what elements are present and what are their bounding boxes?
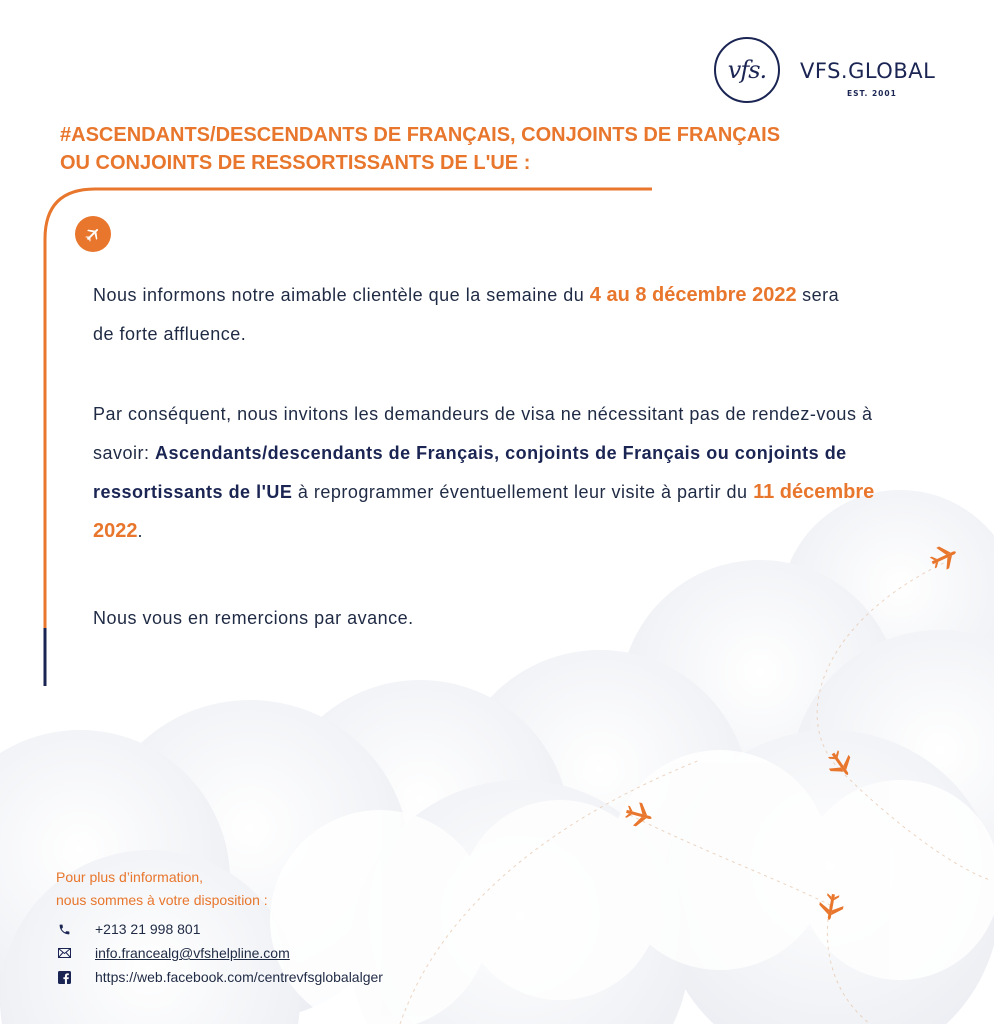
page-title-line2: OU CONJOINTS DE RESSORTISSANTS DE L'UE : (60, 152, 531, 174)
p1-text-start: Nous informons notre aimable clientèle que la semaine du (93, 285, 590, 305)
envelope-icon (56, 945, 72, 961)
p2-text-start: Par conséquent, nous invitons les demandeurs de visa ne nécessitant pas de rendez-vous à savoir: (93, 404, 873, 463)
contact-phone-row[interactable] (56, 917, 556, 941)
airplane-icon (84, 225, 102, 243)
contact-email-link[interactable]: info.francealg@vfshelpline.com (95, 945, 290, 961)
notice-paragraph-1 (93, 276, 853, 354)
contact-section (56, 866, 556, 989)
p2-categories-bold: Ascendants/descendants de Français, conjoints de Français ou conjoints de ressortissants de l'UE (93, 443, 847, 502)
notice-paragraph-2 (93, 395, 893, 551)
plane-badge (75, 216, 111, 252)
logo-mark: vfs. (714, 37, 780, 103)
facebook-icon (56, 969, 72, 985)
vfs-global-logo (714, 37, 954, 107)
phone-icon (56, 921, 72, 937)
notice-paragraph-3: Nous vous en remercions par avance. (93, 608, 414, 628)
p2-text-middle: à reprogrammer éventuellement leur visite à partir du (292, 482, 754, 502)
p1-text-end: sera de forte affluence. (93, 285, 840, 344)
p1-date-highlight: 4 au 8 décembre 2022 (589, 284, 797, 306)
logo-established: EST. 2001 (847, 89, 897, 98)
contact-intro-line1: Pour plus d’information, (56, 869, 204, 885)
page-title-line1: #ASCENDANTS/DESCENDANTS DE FRANÇAIS, CONJOINTS DE FRANÇAIS (60, 124, 781, 146)
contact-intro-line2: nous sommes à votre disposition : (56, 892, 268, 908)
contact-email-row[interactable] (56, 941, 556, 965)
contact-phone[interactable]: +213 21 998 801 (95, 921, 201, 937)
contact-facebook-row[interactable] (56, 965, 556, 989)
p2-text-end: . (137, 521, 144, 541)
logo-name: VFS.GLOBAL (800, 59, 936, 83)
p2-date-highlight: 11 décembre 2022 (93, 481, 875, 542)
page-title (60, 121, 960, 177)
contact-facebook-link[interactable]: https://web.facebook.com/centrevfsglobalalger (95, 969, 383, 985)
contact-intro (56, 866, 556, 912)
